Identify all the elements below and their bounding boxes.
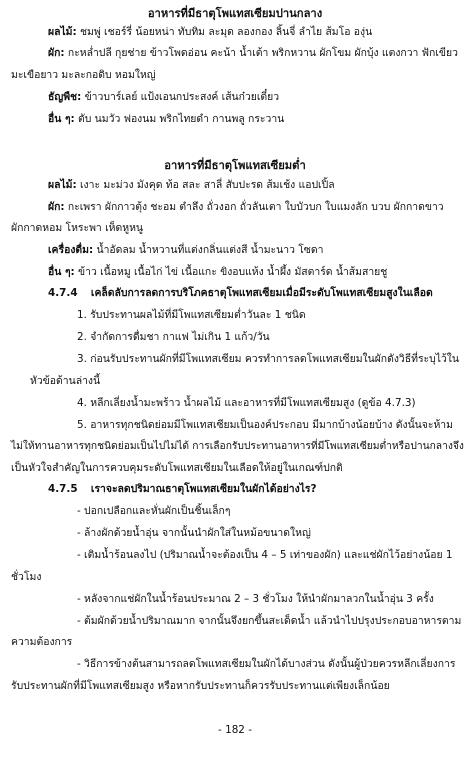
tip-item-5-cont2: เป็นหัวใจสำคัญในการควบคุมระดับโพแทสเซียมในเลือดให้อยู่ในเกณฑ์ปกติ <box>11 462 343 474</box>
heading-4-7-4 <box>48 284 433 303</box>
low-veg-row-cont: ผักกาดหอม โหระพา เห็ดหูหนู <box>11 222 144 234</box>
fruit-list: ชมพู่ เชอร์รี่ น้อยหน่า ทับทิม ละมุด ลองกอง ลิ้นจี่ ลำไย ส้มโอ องุ่น <box>80 26 373 38</box>
method-bullet-6: - วิธีการข้างต้นสามารถลดโพแทสเซียมในผักได้บางส่วน ดังนั้นผู้ป่วยควรหลีกเลี่ยงการ <box>77 658 456 670</box>
page-number: - 182 - <box>218 724 252 736</box>
low-fruit-row <box>48 176 335 195</box>
heading-4-7-5 <box>48 480 317 499</box>
tip-item-5: 5. อาหารทุกชนิดย่อมมีโพแทสเซียมเป็นองค์ประกอบ มีมากบ้างน้อยบ้าง ดังนั้นจะห้าม <box>77 419 453 431</box>
veg-list: กะเพรา ผักกาวตุ้ง ชะอม ตำลึง ถั่วงอก ถั่วลันเตา ใบบัวบก ใบแมงลัก บวบ ผักกาดขาว <box>67 201 444 213</box>
section-medium-potassium-title: อาหารที่มีธาตุโพแทสเซียมปานกลาง <box>147 7 323 20</box>
veg-label: ผัก: <box>48 201 65 213</box>
tip-item-2: 2. จำกัดการดื่มชา กาแฟ ไม่เกิน 1 แก้ว/วัน <box>77 331 270 343</box>
medium-veg-row-cont: มะเขือยาว มะละกอดิบ หอมใหญ่ <box>11 69 156 81</box>
medium-veg-row <box>48 44 458 63</box>
grain-label: ธัญพืช: <box>48 91 82 103</box>
grain-list: ข้าวบาร์เลย์ แป้งเอนกประสงค์ เส้นก๋วยเตี๋ยว <box>84 91 280 103</box>
other-list: ข้าว เนื้อหมู เนื้อไก่ ไข่ เนื้อแกะ ขิงอบแห้ง น้ำผึ้ง มัสตาร์ด น้ำส้มสายชู <box>78 266 388 278</box>
method-bullet-3-cont: ชั่วโมง <box>11 571 42 583</box>
tip-item-3-cont: หัวข้อด้านล่างนี้ <box>30 375 101 387</box>
section-title: เคล็ดลับการลดการบริโภคธาตุโพแทสเซียมเมื่อมีระดับโพแทสเซียมสูงในเลือด <box>90 287 433 299</box>
section-title: เราจะลดปริมาณธาตุโพแทสเซียมในผักได้อย่างไร? <box>90 483 317 495</box>
method-bullet-4: - หลังจากแช่ผักในน้ำร้อนประมาณ 2 – 3 ชั่วโมง ให้นำผักมาลวกในน้ำอุ่น 3 ครั้ง <box>77 593 434 605</box>
drink-list: น้ำอัดลม น้ำหวานที่แต่งกลิ่นแต่งสี น้ำมะนาว โซดา <box>96 244 324 256</box>
drink-label: เครื่องดื่ม: <box>48 244 94 256</box>
tip-item-4: 4. หลีกเลี่ยงน้ำมะพร้าว น้ำผลไม้ และอาหารที่มีโพแทสเซียมสูง (ดูข้อ 4.7.3) <box>77 397 416 409</box>
medium-grain-row <box>48 88 279 107</box>
section-number: 4.7.5 <box>48 483 78 495</box>
method-bullet-6-cont: รับประทานผักที่มีโพแทสเซียมสูง หรือหากรับประทานก็ควรรับประทานแต่เพียงเล็กน้อย <box>11 680 390 692</box>
low-veg-row <box>48 198 444 217</box>
veg-label: ผัก: <box>48 47 65 59</box>
low-drink-row <box>48 241 323 260</box>
other-label: อื่น ๆ: <box>48 113 75 125</box>
fruit-label: ผลไม้: <box>48 179 77 191</box>
medium-fruit-row <box>48 23 372 42</box>
tip-item-3: 3. ก่อนรับประทานผักที่มีโพแทสเซียม ควรทำการลดโพแทสเซียมในผักดังวิธีที่ระบุไว้ใน <box>77 353 459 365</box>
other-label: อื่น ๆ: <box>48 266 75 278</box>
method-bullet-3: - เติมน้ำร้อนลงไป (ปริมาณน้ำจะต้องเป็น 4 – 5 เท่าของผัก) และแช่ผักไว้อย่างน้อย 1 <box>77 549 453 561</box>
method-bullet-5: - ต้มผักด้วยน้ำปริมาณมาก จากนั้นจึงยกขึ้นสะเด็ดน้ำ แล้วนำไปปรุงประกอบอาหารตาม <box>77 615 462 627</box>
low-other-row <box>48 263 387 282</box>
method-bullet-5-cont: ความต้องการ <box>11 636 73 648</box>
medium-other-row <box>48 110 284 129</box>
fruit-list: เงาะ มะม่วง มังคุด ท้อ สละ สาลี่ สับปะรด ส้มเช้ง แอปเปิ้ล <box>80 179 335 191</box>
tip-item-5-cont: ไม่ให้ทานอาหารทุกชนิดย่อมเป็นไปไม่ได้ การเลือกรับประทานอาหารที่มีโพแทสเซียมต่ำหรือปานกลางจึง <box>11 440 464 452</box>
section-low-potassium-title: อาหารที่มีธาตุโพแทสเซียมต่ำ <box>164 159 306 172</box>
method-bullet-1: - ปอกเปลือกและหั่นผักเป็นชิ้นเล็กๆ <box>77 505 231 517</box>
fruit-label: ผลไม้: <box>48 26 77 38</box>
tip-item-1: 1. รับประทานผลไม้ที่มีโพแทสเซียมต่ำวันละ 1 ชนิด <box>77 309 306 321</box>
other-list: ตับ นมวัว ฟองนม พริกไทยดำ กานพลู กระวาน <box>78 113 285 125</box>
section-number: 4.7.4 <box>48 287 78 299</box>
method-bullet-2: - ล้างผักด้วยน้ำอุ่น จากนั้นนำผักใส่ในหม้อขนาดใหญ่ <box>77 527 311 539</box>
veg-list: กะหล่ำปลี กุยช่าย ข้าวโพดอ่อน คะน้า น้ำเต้า พริกหวาน ผักโขม ผักบุ้ง แตงกวา ฟักเขียว <box>67 47 458 59</box>
